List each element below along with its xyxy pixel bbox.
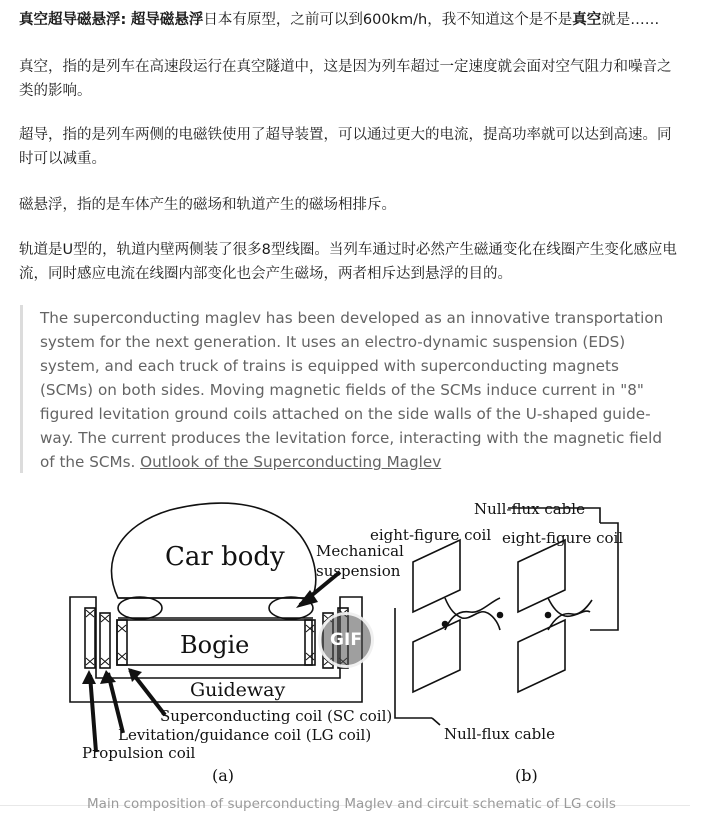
lg-coil-label: Levitation/guidance coil (LG coil) bbox=[118, 726, 372, 744]
suspension-left bbox=[118, 597, 162, 619]
figure-caption: Main composition of superconducting Maglev and circuit schematic of LG coils bbox=[87, 796, 616, 812]
intro-bold-3: 真空 bbox=[572, 12, 602, 28]
sc-coil-label: Superconducting coil (SC coil) bbox=[160, 707, 393, 725]
intro-bold-1: 真空超导磁悬浮: bbox=[19, 12, 127, 28]
suspension-label: suspension bbox=[316, 562, 401, 580]
eight-figure-right-label: eight-figure coil bbox=[502, 529, 624, 547]
quote-text bbox=[40, 306, 675, 474]
figure-a-label: (a) bbox=[212, 766, 235, 785]
gif-badge[interactable]: GIF bbox=[318, 612, 374, 668]
paragraph-vacuum: 真空，指的是列车在高速段运行在真空隧道中，这是因为列车超过一定速度就会面对空气阻力和噪音之类的影响。 bbox=[19, 59, 672, 99]
intro-paragraph bbox=[19, 8, 679, 32]
eight-figure-left-label: eight-figure coil bbox=[370, 526, 492, 544]
paragraph-superconducting: 超导，指的是列车两侧的电磁铁使用了超导装置，可以通过更大的电流，提高功率就可以达到高速。同时可以减重。 bbox=[19, 127, 672, 167]
null-flux-bottom-label: Null-flux cable bbox=[444, 725, 555, 743]
paragraph-maglev: 磁悬浮，指的是车体产生的磁场和轨道产生的磁场相排斥。 bbox=[19, 197, 396, 213]
quote-body: The superconducting maglev has been developed as an innovative transportation system for the next generation. It uses an electro-dynamic suspension (EDS) system, and each truck of trains is equipped with superconducting magnets (SCMs) on both sides. Moving magnetic fields of the SCMs induce current in "8" figured levitation ground coils attached on the side walls of the U-shaped guide-way. The current produces the levitation force, interacting with the magnetic field of the SCMs. bbox=[40, 309, 664, 471]
guideway-label: Guideway bbox=[190, 679, 286, 701]
intro-text-1: 日本有原型，之前可以到600km/h，我不知道这个是不是 bbox=[203, 12, 573, 28]
mechanical-label: Mechanical bbox=[316, 542, 404, 560]
intro-bold-2: 超导磁悬浮 bbox=[130, 12, 204, 28]
null-flux-top-label: Null-flux cable bbox=[474, 500, 585, 518]
bogie-label: Bogie bbox=[180, 631, 250, 659]
figure-b-label: (b) bbox=[515, 766, 538, 785]
arrow-propulsion bbox=[90, 675, 96, 752]
paragraph-track: 轨道是U型的，轨道内壁两侧装了很多8型线圈。当列车通过时必然产生磁通变化在线圈产生变化感应电流，同时感应电流在线圈内部变化也会产生磁场，两者相斥达到悬浮的目的。 bbox=[19, 242, 677, 282]
blockquote bbox=[20, 305, 673, 473]
intro-text-2: 就是…… bbox=[601, 12, 660, 28]
car-body-label: Car body bbox=[165, 542, 285, 572]
propulsion-label: Propulsion coil bbox=[82, 744, 196, 762]
outlook-link[interactable]: Outlook of the Superconducting Maglev bbox=[140, 453, 442, 471]
